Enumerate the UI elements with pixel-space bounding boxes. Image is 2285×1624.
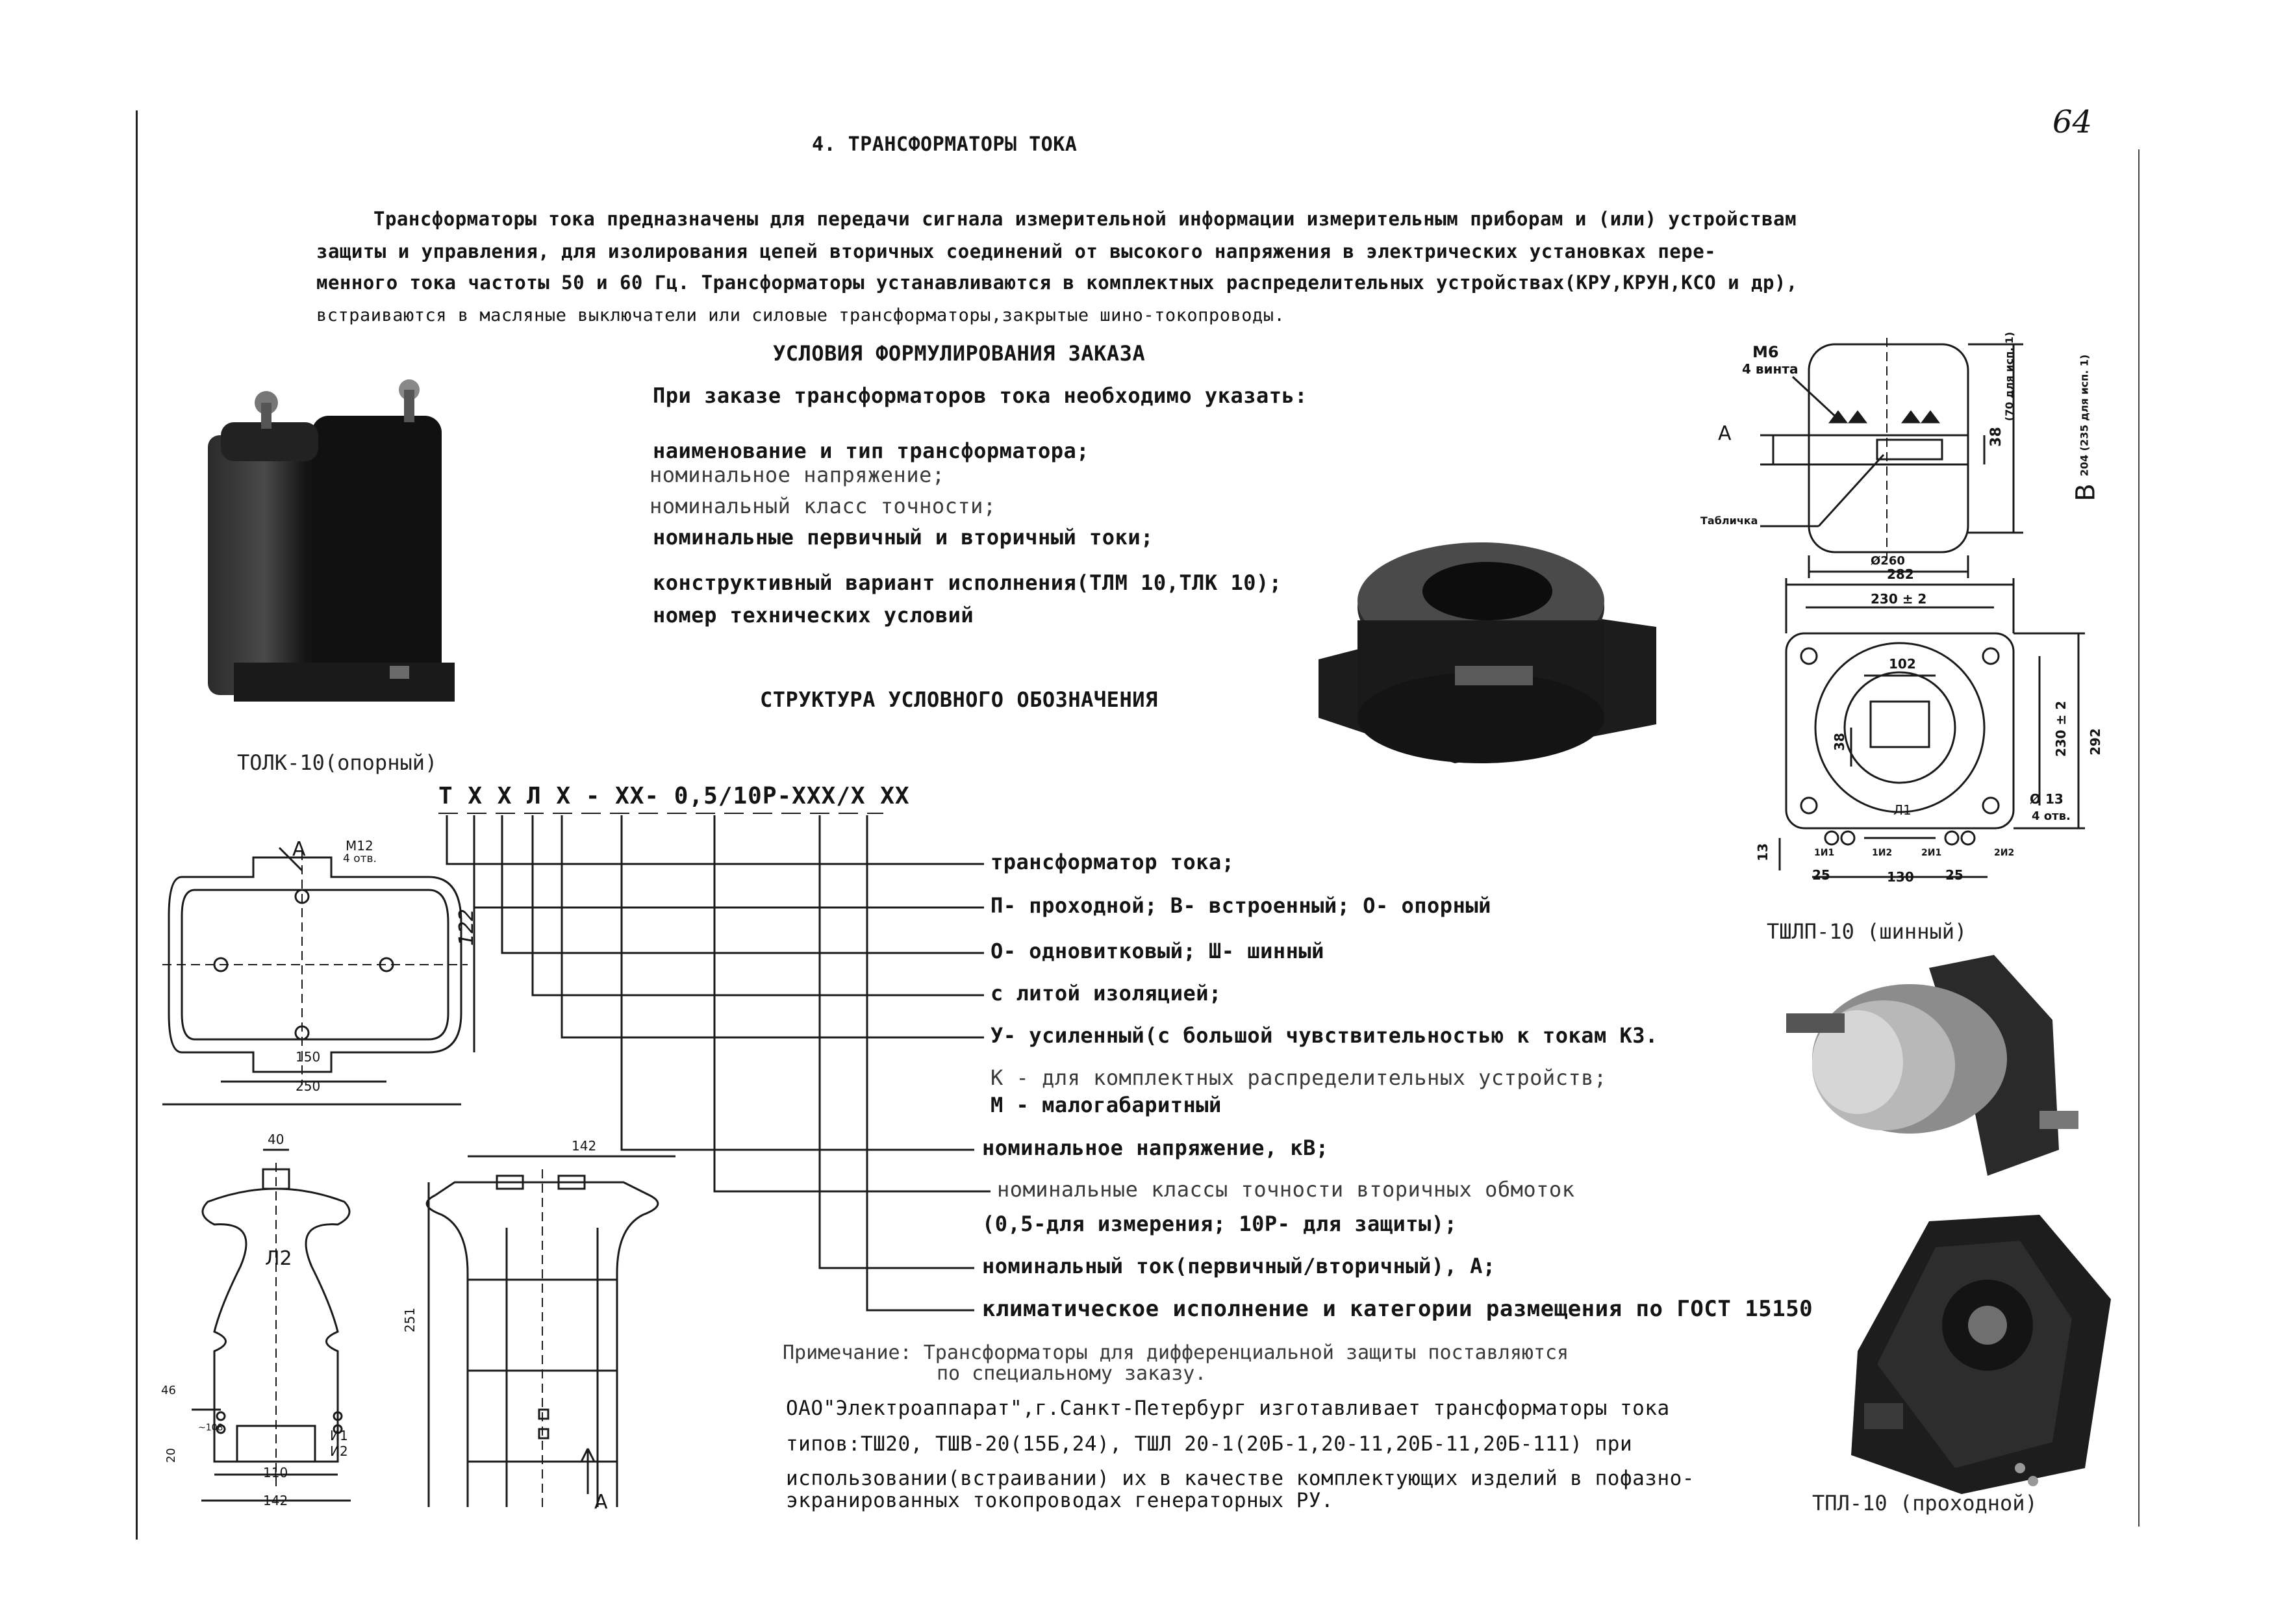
order-conditions-lead: При заказе трансформаторов тока необходимо указать:	[653, 383, 1308, 408]
intro-line-1: Трансформаторы тока предназначены для передачи сигнала измерительной информации измерительным приборам и (или) устройствам	[373, 208, 1797, 230]
side-dim-110: 110	[263, 1465, 288, 1480]
dim-letter-b: В	[2071, 483, 2101, 501]
dim-hole: Ø 13	[2030, 791, 2064, 807]
legend-line-9: номинальные классы точности вторичных обмоток	[997, 1177, 1575, 1202]
drawing-side	[182, 1137, 390, 1514]
intro-line-2: защиты и управления, для изолирования цепей вторичных соединений от высокого напряжения в электрических установках пере-	[316, 240, 1717, 262]
section-title: 4. ТРАНСФОРМАТОРЫ ТОКА	[812, 133, 1078, 156]
side-dim-46: 46	[161, 1384, 176, 1397]
manufacturer-line-3: использовании(встраивании) их в качестве комплектующих изделий в пофазно-	[786, 1467, 1695, 1490]
dim-25b: 25	[1945, 867, 1963, 883]
designation-code: Т Х Х Л Х - ХХ- 0,5/10Р-ХХХ/Х ХХ	[438, 783, 910, 809]
dim-diameter-260: Ø260	[1871, 554, 1905, 568]
front-letter-a: А	[594, 1491, 608, 1514]
order-item-4: номинальные первичный и вторичный токи;	[653, 525, 1154, 550]
plan-m12: М12	[346, 838, 373, 854]
dim-13: 13	[1754, 843, 1771, 861]
order-item-1: наименование и тип трансформатора;	[653, 438, 1090, 463]
legend-line-1: трансформатор тока;	[991, 850, 1235, 874]
side-label-i2: И2	[330, 1443, 348, 1459]
dim-38: 38	[1988, 427, 2004, 447]
dim-292: 292	[2087, 728, 2103, 755]
order-item-3: номинальный класс точности;	[650, 494, 996, 518]
plan-dim-250: 250	[296, 1078, 321, 1094]
dim-plate: Табличка	[1700, 514, 1758, 527]
dim-holes: 4 отв.	[2032, 809, 2071, 823]
dim-four-screws: 4 винта	[1742, 361, 1799, 377]
terminal-2i2: 2И2	[1994, 848, 2015, 858]
dim-letter-a: А	[1718, 422, 1732, 445]
terminal-1i1: 1И1	[1814, 848, 1835, 858]
side-dim-142: 142	[263, 1493, 288, 1508]
front-dim-142: 142	[572, 1138, 597, 1154]
side-dim-20: 20	[164, 1448, 178, 1463]
order-item-2: номинальное напряжение;	[650, 463, 945, 487]
front-dim-251: 251	[402, 1307, 418, 1333]
label-l1: Л1	[1893, 802, 1912, 818]
legend-line-2: П- проходной; В- встроенный; О- опорный	[991, 893, 1491, 918]
drawing-front	[409, 1143, 682, 1507]
intro-line-3: менного тока частоты 50 и 60 Гц. Трансформаторы устанавливаются в комплектных распределительных устройствах(КРУ,КРУН,КСО и др),	[316, 272, 1798, 294]
dim-38-front: 38	[1831, 733, 1847, 751]
legend-line-10: (0,5-для измерения; 10Р- для защиты);	[982, 1212, 1458, 1236]
dim-282: 282	[1887, 566, 1914, 582]
dim-m6: М6	[1752, 343, 1779, 361]
terminal-1i2: 1И2	[1872, 848, 1893, 858]
order-item-5: конструктивный вариант исполнения(ТЛМ 10,ТЛК 10);	[653, 570, 1282, 595]
dim-102: 102	[1889, 656, 1916, 672]
drawing-plan	[156, 838, 494, 1111]
plan-letter-a: А	[292, 838, 306, 861]
caption-tpl: ТПЛ-10 (проходной)	[1812, 1491, 2038, 1516]
side-dim-40: 40	[268, 1132, 284, 1147]
legend-line-7: М - малогабаритный	[991, 1093, 1222, 1117]
legend-line-4: с литой изоляцией;	[991, 981, 1222, 1006]
dim-note-70: (70 для исп. 1)	[2003, 331, 2016, 422]
dim-230b: 230 ± 2	[2053, 700, 2069, 757]
drawing-right-front	[1767, 572, 2130, 877]
dim-230a: 230 ± 2	[1871, 591, 1927, 607]
side-label-i1: И1	[330, 1428, 348, 1443]
structure-title: СТРУКТУРА УСЛОВНОГО ОБОЗНАЧЕНИЯ	[760, 687, 1158, 712]
dim-25a: 25	[1812, 867, 1830, 883]
dim-204: 204 (235 для исп. 1)	[2078, 354, 2091, 477]
note-line-1: Примечание: Трансформаторы для дифференциальной защиты поставляются	[783, 1341, 1569, 1364]
legend-line-12: климатическое исполнение и категории размещения по ГОСТ 15150	[982, 1296, 1813, 1322]
order-item-6: номер технических условий	[653, 603, 974, 628]
note-line-2: по специальному заказу.	[937, 1362, 1207, 1385]
intro-line-4: встраиваются в масляные выключатели или силовые трансформаторы,закрытые шино-токопроводы.	[316, 305, 1285, 325]
order-conditions-title: УСЛОВИЯ ФОРМУЛИРОВАНИЯ ЗАКАЗА	[773, 341, 1146, 366]
side-label-l2: Л2	[265, 1247, 292, 1270]
caption-tshlp: ТШЛП-10 (шинный)	[1767, 919, 1967, 944]
manufacturer-line-4: экранированных токопроводах генераторных РУ.	[786, 1489, 1334, 1512]
legend-line-6: К - для комплектных распределительных устройств;	[991, 1065, 1607, 1090]
manufacturer-line-2: типов:ТШ20, ТШВ-20(15Б,24), ТШЛ 20-1(20Б-1,20-11,20Б-11,20Б-111) при	[786, 1432, 1633, 1456]
manufacturer-line-1: ОАО"Электроаппарат",г.Санкт-Петербург изготавливает трансформаторы тока	[786, 1397, 1670, 1420]
side-dim-108: ~108	[198, 1423, 223, 1433]
legend-line-3: О- одновитковый; Ш- шинный	[991, 939, 1324, 963]
page-number: 64	[2052, 104, 2093, 140]
dim-130: 130	[1887, 869, 1914, 885]
photo-tolk-10	[195, 377, 468, 715]
caption-tolk: ТОЛК-10(опорный)	[237, 750, 438, 775]
legend-line-5: У- усиленный(с большой чувствительностью к токам КЗ.	[991, 1023, 1658, 1048]
legend-line-8: номинальное напряжение, кВ;	[982, 1136, 1329, 1160]
photo-ring-transformer	[1306, 529, 1669, 776]
legend-line-11: номинальный ток(первичный/вторичный), А;	[982, 1254, 1496, 1278]
terminal-2i1: 2И1	[1921, 848, 1942, 858]
plan-dim-122: 122	[455, 908, 479, 946]
photo-tshlp-10	[1780, 955, 2091, 1189]
plan-dim-150: 150	[296, 1049, 321, 1065]
photo-tpl-10	[1825, 1208, 2130, 1501]
plan-four-holes: 4 отв.	[343, 852, 377, 865]
